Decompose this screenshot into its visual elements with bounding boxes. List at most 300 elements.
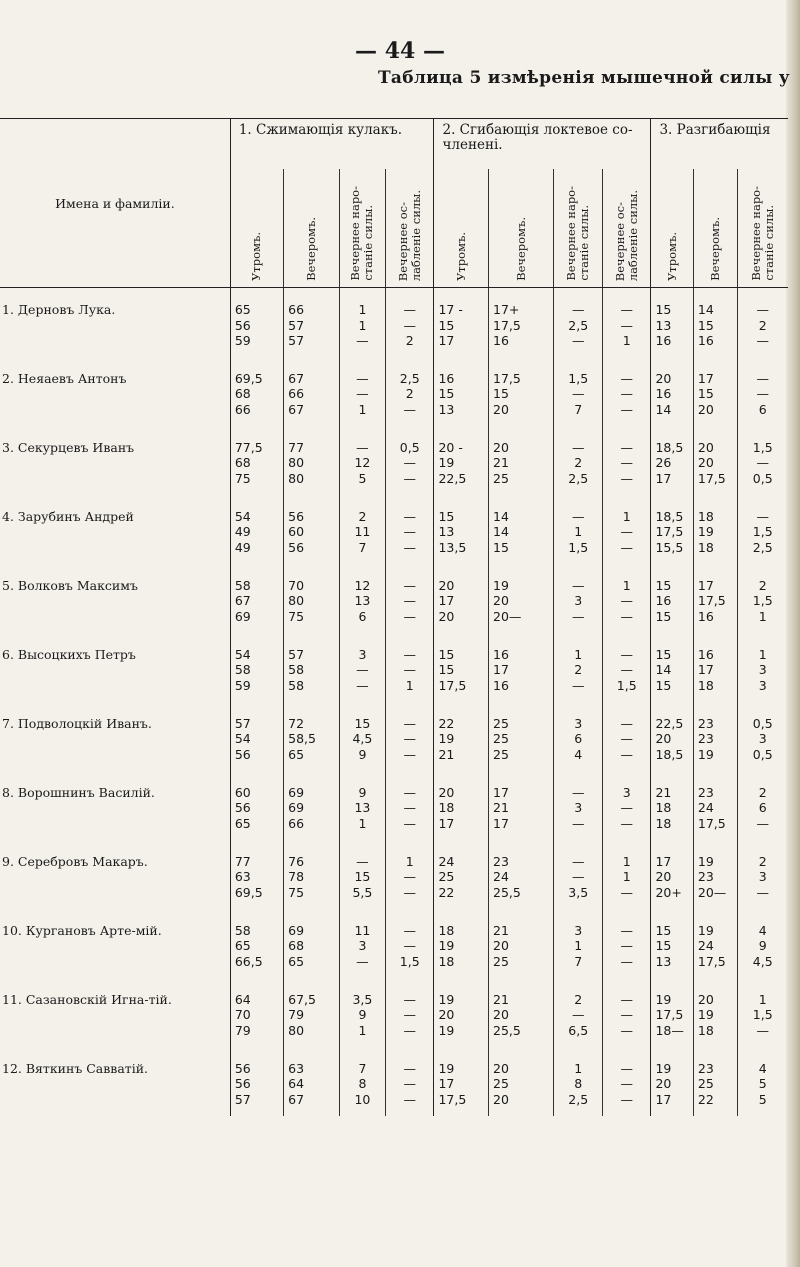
measurement-value: 18: [438, 800, 455, 815]
measurement-value: 69: [234, 608, 251, 624]
measurement-value: 3: [574, 715, 583, 731]
g3-col-1-cell: [651, 909, 693, 978]
table-row: [0, 288, 788, 357]
measurement-value: —: [403, 470, 416, 486]
measurement-value: 15: [354, 715, 371, 731]
measurement-value: —: [403, 593, 416, 608]
measurement-value: 25: [493, 470, 509, 486]
measurement-value: 4: [574, 746, 583, 762]
measurement-value: 17: [438, 593, 455, 608]
g1-col-2-cell: [284, 702, 340, 771]
measurement-value: 14: [697, 302, 714, 317]
measurement-value: 1,5: [752, 439, 773, 455]
measurement-value: 20: [697, 991, 714, 1007]
measurement-value: 14: [493, 524, 509, 539]
measurement-value: 20: [655, 1076, 672, 1091]
measurement-value: 1,5: [568, 539, 589, 555]
subject-name: 7. Подволоцкій Иванъ.: [2, 715, 152, 731]
measurement-value: —: [571, 333, 585, 348]
measurement-value: 20: [697, 439, 714, 455]
measurement-value: 67: [288, 370, 305, 386]
measurement-value: —: [356, 370, 369, 386]
g1-col-1-cell: [230, 702, 283, 771]
measurement-value: 5: [758, 1076, 767, 1091]
measurement-value: 23: [697, 715, 714, 731]
measurement-value: 56: [288, 539, 305, 555]
g3-col-2-cell: [693, 288, 737, 357]
g1-col-1-cell: [230, 909, 283, 978]
g3-subcol-header-1: [651, 169, 693, 288]
measurement-value: —: [403, 731, 416, 746]
g2-col-2-cell: [489, 840, 554, 909]
measurement-value: 57: [288, 333, 305, 348]
measurement-value: —: [403, 715, 416, 731]
measurement-value: —: [356, 439, 369, 455]
g2-col-4-cell: [602, 357, 650, 426]
g2-col-4-cell: [602, 702, 650, 771]
measurement-value: —: [620, 938, 633, 953]
measurement-value: 2,5: [568, 317, 589, 333]
measurement-value: 19: [438, 731, 455, 746]
measurement-value: 69,5: [234, 884, 263, 900]
measurement-value: 20: [493, 938, 509, 953]
measurement-value: 22: [438, 715, 455, 731]
measurement-value: 20: [493, 1060, 509, 1076]
measurement-value: 24: [493, 869, 509, 884]
measurement-value: —: [756, 884, 769, 900]
g2-col-3-cell: [554, 1047, 602, 1116]
measurement-value: 67: [288, 401, 305, 417]
measurement-value: 9: [758, 938, 767, 953]
measurement-value: 58,5: [288, 731, 316, 746]
g1-col-3-cell: [339, 702, 385, 771]
measurement-value: 68: [288, 938, 305, 953]
muscle-strength-table: [0, 118, 788, 1116]
measurement-value: 80: [288, 455, 305, 470]
measurement-value: 25: [438, 869, 455, 884]
measurement-value: 18: [697, 1022, 714, 1038]
measurement-value: 19: [697, 524, 714, 539]
measurement-value: 1: [358, 1022, 367, 1038]
measurement-value: —: [756, 455, 769, 470]
measurement-value: 20: [655, 370, 672, 386]
measurement-value: 76: [288, 853, 305, 869]
g2-col-3-cell: [554, 633, 602, 702]
g3-subcol-label-2: Вечеромъ.: [707, 217, 722, 281]
measurement-value: —: [571, 869, 585, 884]
measurement-value: 0,5: [399, 439, 420, 455]
measurement-value: 23: [697, 1060, 714, 1076]
g2-col-1-cell: [434, 909, 489, 978]
measurement-value: —: [620, 991, 633, 1007]
measurement-value: 7: [574, 401, 583, 417]
measurement-value: 49: [234, 539, 251, 555]
measurement-value: 65: [288, 953, 305, 969]
measurement-value: 20: [438, 784, 455, 800]
subject-name: 11. Сазановскій Игна-тій.: [2, 991, 172, 1007]
g3-col-2-cell: [693, 426, 737, 495]
measurement-value: 6: [758, 401, 767, 417]
g1-subcol-header-2: [284, 169, 340, 288]
measurement-value: 57: [234, 715, 251, 731]
measurement-value: —: [403, 1022, 416, 1038]
measurement-value: 56: [234, 1060, 251, 1076]
measurement-value: 56: [234, 746, 251, 762]
measurement-value: 25,5: [493, 1022, 521, 1038]
measurement-value: 17: [655, 1091, 672, 1107]
measurement-value: —: [403, 991, 416, 1007]
table-row: [0, 840, 788, 909]
measurement-value: —: [756, 815, 769, 831]
g2-subcol-header-2: [489, 169, 554, 288]
measurement-value: 17: [493, 662, 509, 677]
measurement-value: 15: [438, 386, 455, 401]
g1-col-2-cell: [284, 564, 340, 633]
g1-col-3-cell: [339, 357, 385, 426]
g1-col-2-cell: [284, 978, 340, 1047]
measurement-value: 13: [655, 953, 672, 969]
measurement-value: —: [620, 401, 633, 417]
measurement-value: 1: [574, 646, 583, 662]
measurement-value: 56: [234, 317, 251, 333]
measurement-value: 22,5: [655, 715, 684, 731]
measurement-value: —: [620, 1076, 633, 1091]
g1-col-3-cell: [339, 1047, 385, 1116]
measurement-value: 21: [493, 991, 509, 1007]
measurement-value: 1: [405, 677, 414, 693]
measurement-value: 1,5: [752, 1007, 773, 1022]
measurement-value: 5: [358, 470, 367, 486]
measurement-value: 13: [438, 401, 455, 417]
measurement-value: 21: [493, 455, 509, 470]
g2-col-1-cell: [434, 978, 489, 1047]
measurement-value: —: [620, 815, 633, 831]
measurement-value: 75: [288, 608, 305, 624]
measurement-value: —: [620, 1022, 633, 1038]
measurement-value: —: [403, 800, 416, 815]
measurement-value: 66: [234, 401, 251, 417]
measurement-value: 18: [697, 508, 714, 524]
measurement-value: 60: [234, 784, 251, 800]
g3-col-3-cell: [737, 840, 788, 909]
measurement-value: —: [403, 1091, 416, 1107]
g3-col-2-cell: [693, 771, 737, 840]
measurement-value: —: [403, 746, 416, 762]
table-row: [0, 1047, 788, 1116]
measurement-value: 17,5: [697, 953, 726, 969]
g1-col-2-cell: [284, 840, 340, 909]
g2-col-3-cell: [554, 288, 602, 357]
page-number: — 44 —: [355, 38, 445, 64]
measurement-value: 2: [574, 455, 583, 470]
g1-subcol-header-1: [230, 169, 283, 288]
measurement-value: 21: [655, 784, 672, 800]
g2-subcol-label-1: Утромъ.: [453, 232, 468, 281]
g2-col-1-cell: [434, 288, 489, 357]
measurement-value: 21: [493, 922, 509, 938]
measurement-value: 18—: [655, 1022, 684, 1038]
measurement-value: 1: [622, 577, 631, 593]
measurement-value: 65: [288, 746, 305, 762]
measurement-value: 1: [405, 853, 414, 869]
g2-subcol-label-4: Вечернее ос- лабленіе силы.: [612, 189, 640, 281]
g2-col-3-cell: [554, 357, 602, 426]
g2-col-2-cell: [489, 771, 554, 840]
measurement-value: 1: [758, 608, 767, 624]
g2-col-1-cell: [434, 840, 489, 909]
measurement-value: —: [620, 922, 633, 938]
measurement-value: 1: [574, 938, 583, 953]
measurement-value: —: [403, 938, 416, 953]
g2-col-1-cell: [434, 564, 489, 633]
measurement-value: 23: [697, 784, 714, 800]
measurement-value: 17,5: [697, 470, 726, 486]
measurement-value: 80: [288, 470, 305, 486]
measurement-value: —: [403, 662, 416, 677]
measurement-value: 65: [234, 815, 251, 831]
subject-name: 1. Дерновъ Лука.: [2, 302, 116, 317]
measurement-value: 66: [288, 815, 305, 831]
g2-col-1-cell: [434, 1047, 489, 1116]
measurement-value: 21: [438, 746, 455, 762]
g2-col-4-cell: [602, 564, 650, 633]
g1-subcol-label-4: Вечернее ос- лабленіе силы.: [395, 189, 423, 281]
measurement-value: 80: [288, 593, 305, 608]
g1-col-1-cell: [230, 840, 283, 909]
g3-col-1-cell: [651, 978, 693, 1047]
g1-col-2-cell: [284, 357, 340, 426]
measurement-value: 25: [493, 953, 509, 969]
measurement-value: 60: [288, 524, 305, 539]
measurement-value: 10: [354, 1091, 371, 1107]
g1-col-1-cell: [230, 978, 283, 1047]
g3-col-1-cell: [651, 495, 693, 564]
measurement-value: 6: [758, 800, 767, 815]
measurement-value: 20+: [655, 884, 682, 900]
measurement-value: 19: [438, 938, 455, 953]
measurement-value: —: [356, 386, 369, 401]
measurement-value: 2: [574, 662, 583, 677]
g1-col-3-cell: [339, 909, 385, 978]
measurement-value: —: [356, 677, 369, 693]
g2-col-4-cell: [602, 633, 650, 702]
g1-col-4-cell: [385, 909, 434, 978]
measurement-value: 3: [758, 662, 767, 677]
measurement-value: 3: [358, 646, 367, 662]
measurement-value: —: [756, 386, 769, 401]
g1-col-2-cell: [284, 495, 340, 564]
table-title: Таблица 5 измѣренія мышечной силы у: [377, 68, 790, 88]
measurement-value: 17: [438, 333, 455, 348]
measurement-value: —: [403, 508, 416, 524]
g2-col-3-cell: [554, 495, 602, 564]
measurement-value: 58: [234, 662, 251, 677]
measurement-value: 17: [697, 662, 714, 677]
page-edge-shadow: [786, 0, 800, 1267]
measurement-value: 17,5: [438, 1091, 467, 1107]
measurement-value: —: [571, 508, 585, 524]
measurement-value: —: [620, 1060, 633, 1076]
measurement-value: 15: [493, 386, 509, 401]
g2-col-2-cell: [489, 633, 554, 702]
measurement-value: 6,5: [568, 1022, 589, 1038]
group-header-extensors: 3. Разгибающія: [651, 119, 788, 170]
measurement-value: 18,5: [655, 508, 684, 524]
measurement-value: 3: [622, 784, 631, 800]
measurement-value: 58: [234, 577, 251, 593]
g1-col-3-cell: [339, 978, 385, 1047]
measurement-value: 17: [438, 1076, 455, 1091]
measurement-value: 14: [493, 508, 509, 524]
subject-name: 12. Вяткинъ Савватій.: [2, 1060, 149, 1076]
measurement-value: 18: [655, 815, 672, 831]
measurement-value: 56: [234, 1076, 251, 1091]
measurement-value: 2: [405, 386, 414, 401]
g3-col-2-cell: [693, 633, 737, 702]
measurement-value: 3,5: [352, 991, 373, 1007]
g1-col-2-cell: [284, 633, 340, 702]
measurement-value: 16: [655, 593, 672, 608]
g2-col-3-cell: [554, 771, 602, 840]
table-row: [0, 633, 788, 702]
measurement-value: 9: [358, 784, 367, 800]
measurement-value: 59: [234, 333, 251, 348]
measurement-value: 15: [655, 577, 672, 593]
g2-col-2-cell: [489, 288, 554, 357]
g1-col-4-cell: [385, 426, 434, 495]
g1-col-1-cell: [230, 495, 283, 564]
measurement-value: —: [403, 1007, 416, 1022]
g3-col-1-cell: [651, 771, 693, 840]
measurement-value: 2: [758, 317, 767, 333]
measurement-value: 15,5: [655, 539, 684, 555]
measurement-value: —: [356, 662, 369, 677]
measurement-value: 14: [655, 662, 672, 677]
g1-col-4-cell: [385, 840, 434, 909]
measurement-value: 20: [697, 401, 714, 417]
g1-subcol-header-4: [385, 169, 434, 288]
measurement-value: —: [356, 853, 369, 869]
measurement-value: 20—: [493, 608, 522, 624]
measurement-value: —: [571, 439, 585, 455]
table-row: [0, 771, 788, 840]
measurement-value: 2: [405, 333, 414, 348]
measurement-value: 54: [234, 646, 251, 662]
measurement-value: 1: [622, 853, 631, 869]
measurement-value: 3: [574, 922, 583, 938]
measurement-value: 2: [758, 784, 767, 800]
measurement-value: 1: [574, 1060, 583, 1076]
measurement-value: 17,5: [493, 317, 521, 333]
measurement-value: 19: [697, 853, 714, 869]
g3-col-3-cell: [737, 909, 788, 978]
measurement-value: 18: [438, 922, 455, 938]
measurement-value: —: [403, 539, 416, 555]
g2-subcol-header-4: [602, 169, 650, 288]
measurement-value: 56: [288, 508, 305, 524]
measurement-value: 1: [358, 302, 367, 317]
g3-col-3-cell: [737, 978, 788, 1047]
measurement-value: 22: [697, 1091, 714, 1107]
measurement-value: 4,5: [752, 953, 773, 969]
measurement-value: 66: [288, 302, 305, 317]
subject-name: 2. Неяаевъ Антонъ: [2, 370, 127, 386]
g3-col-3-cell: [737, 633, 788, 702]
measurement-value: 59: [234, 677, 251, 693]
measurement-value: 1: [622, 333, 631, 348]
g2-subcol-label-2: Вечеромъ.: [513, 217, 528, 281]
measurement-value: —: [620, 370, 633, 386]
measurement-value: —: [571, 784, 585, 800]
g3-col-2-cell: [693, 702, 737, 771]
measurement-value: 13,5: [438, 539, 467, 555]
measurement-value: 23: [697, 869, 714, 884]
measurement-value: 1,5: [616, 677, 637, 693]
measurement-value: 15: [438, 317, 455, 333]
measurement-value: 67: [234, 593, 251, 608]
subject-name: 8. Ворошнинъ Василій.: [2, 784, 155, 800]
measurement-value: 19: [493, 577, 509, 593]
g2-col-4-cell: [602, 978, 650, 1047]
measurement-value: 69,5: [234, 370, 263, 386]
measurement-value: 57: [234, 1091, 251, 1107]
measurement-value: 25,5: [493, 884, 521, 900]
measurement-value: 18,5: [655, 439, 684, 455]
measurement-value: 17: [493, 815, 509, 831]
measurement-value: 1: [358, 317, 367, 333]
measurement-value: —: [620, 539, 633, 555]
measurement-value: 17,5: [438, 677, 467, 693]
subject-name: 4. Зарубинъ Андрей: [2, 508, 134, 524]
measurement-value: 58: [288, 662, 305, 677]
measurement-value: 1: [758, 646, 767, 662]
g3-col-3-cell: [737, 288, 788, 357]
g2-col-3-cell: [554, 978, 602, 1047]
measurement-value: —: [756, 1022, 769, 1038]
g3-col-1-cell: [651, 426, 693, 495]
measurement-value: 15: [697, 386, 714, 401]
measurement-value: 3,5: [568, 884, 589, 900]
measurement-value: —: [403, 815, 416, 831]
measurement-value: —: [620, 1091, 633, 1107]
g1-col-1-cell: [230, 426, 283, 495]
g1-col-4-cell: [385, 978, 434, 1047]
measurement-value: —: [620, 455, 633, 470]
measurement-value: 6: [358, 608, 367, 624]
measurement-value: 13: [354, 593, 371, 608]
g2-col-2-cell: [489, 702, 554, 771]
measurement-value: 16: [493, 646, 509, 662]
measurement-value: —: [620, 470, 633, 486]
measurement-value: 5,5: [352, 884, 373, 900]
measurement-value: —: [403, 869, 416, 884]
measurement-value: —: [620, 884, 633, 900]
measurement-value: 68: [234, 455, 251, 470]
measurement-value: 16: [493, 333, 509, 348]
measurement-value: 63: [288, 1060, 305, 1076]
measurement-value: 65: [234, 938, 251, 953]
measurement-value: 19: [655, 1060, 672, 1076]
g2-col-2-cell: [489, 1047, 554, 1116]
measurement-value: —: [403, 608, 416, 624]
g3-col-2-cell: [693, 909, 737, 978]
g3-col-2-cell: [693, 357, 737, 426]
measurement-value: 13: [354, 800, 371, 815]
measurement-value: 8: [574, 1076, 583, 1091]
g2-col-2-cell: [489, 357, 554, 426]
measurement-value: 1,5: [752, 524, 773, 539]
measurement-value: —: [356, 333, 369, 348]
